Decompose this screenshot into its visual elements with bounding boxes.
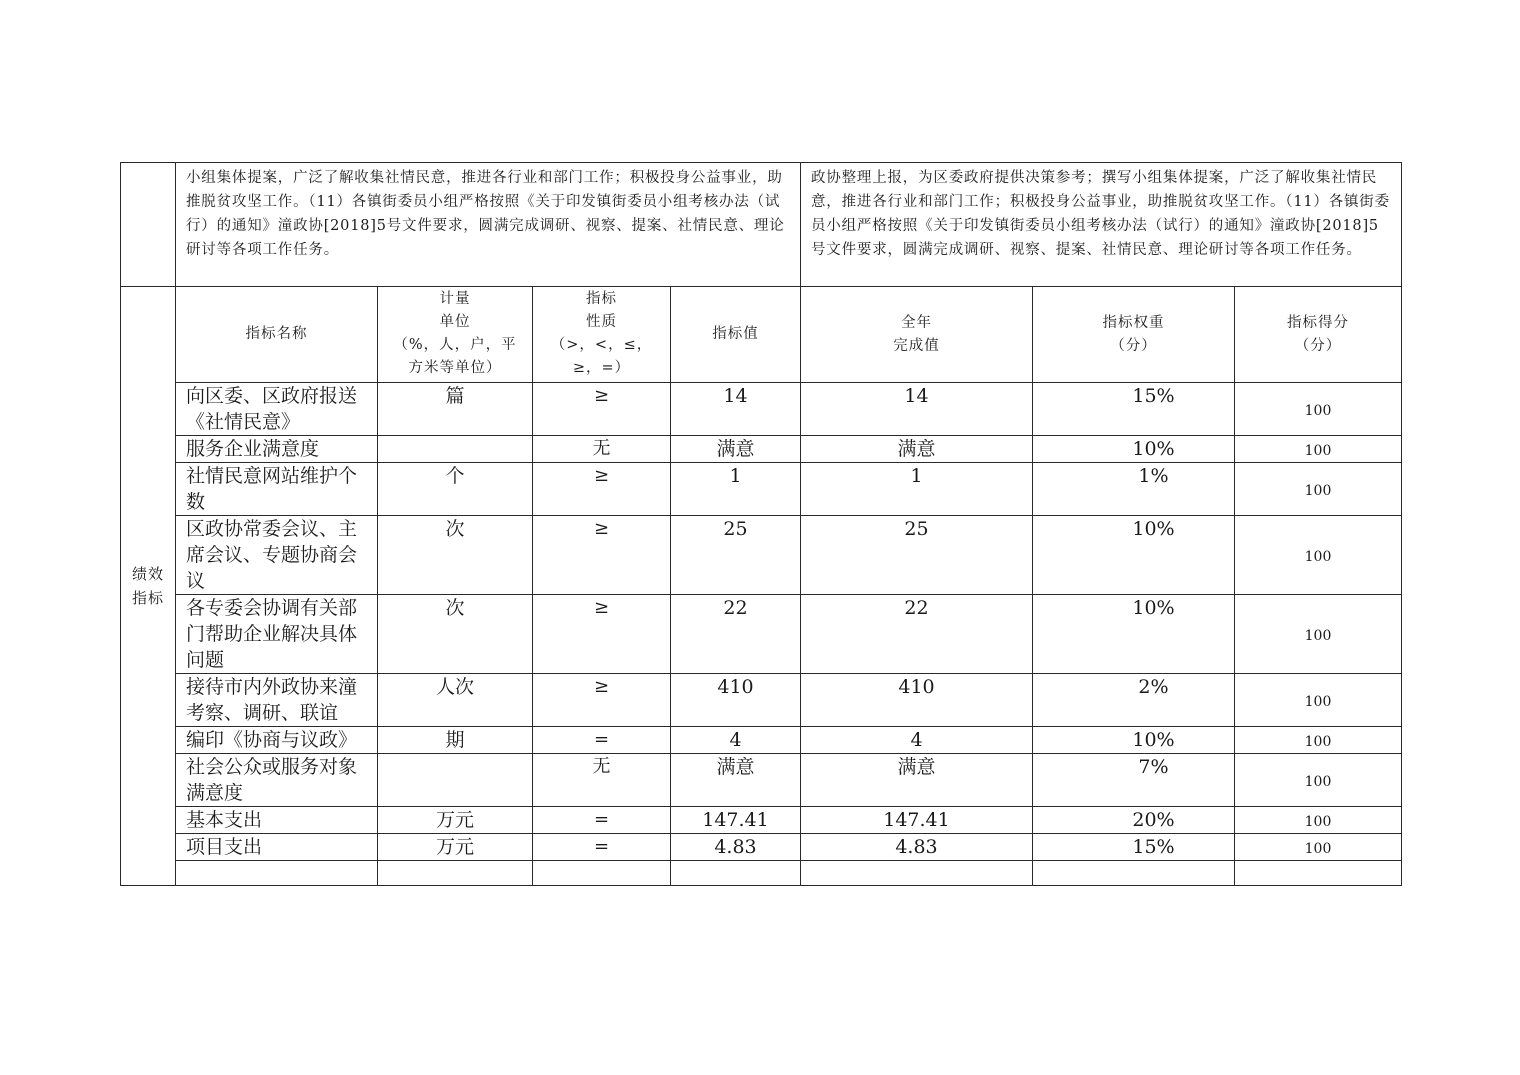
table-row <box>121 807 1402 834</box>
row-score: 100 <box>1235 383 1402 436</box>
row-score: 100 <box>1235 807 1402 834</box>
empty-cell <box>1235 861 1402 886</box>
header-score-line-1: 指标得分 <box>1287 314 1349 331</box>
row-score: 100 <box>1235 595 1402 674</box>
row-nature: ≥ <box>533 674 671 727</box>
row-target: 1 <box>671 463 801 516</box>
row-unit: 期 <box>378 727 533 754</box>
intro-row <box>121 163 1402 287</box>
row-score: 100 <box>1235 516 1402 595</box>
header-weight <box>1033 287 1235 383</box>
row-target: 满意 <box>671 754 801 807</box>
row-nature: = <box>533 727 671 754</box>
header-unit-line-2: 单位 <box>439 314 471 330</box>
header-weight-line-1: 指标权重 <box>1102 314 1165 331</box>
intro-side-cell <box>121 163 176 287</box>
row-name: 服务企业满意度 <box>176 436 378 463</box>
header-nature <box>533 287 671 383</box>
empty-cell <box>671 861 801 886</box>
row-unit: 万元 <box>378 807 533 834</box>
row-name: 区政协常委会议、主席会议、专题协商会议 <box>176 516 378 595</box>
row-unit: 次 <box>378 595 533 674</box>
row-name: 编印《协商与议政》 <box>176 727 378 754</box>
header-nature-line-1: 指标 <box>586 291 617 307</box>
intro-right-text: 政协整理上报，为区委政府提供决策参考；撰写小组集体提案，广泛了解收集社情民意，推进各行业和部门工作；积极投身公益事业，助推脱贫攻坚工作。（11）各镇街委员小组严格按照《关于印发镇街委员小组考核办法（试行）的通知》潼政协[2018]5号文件要求，圆满完成调研、视察、提案、社情民意、理论研讨等各项工作任务。 <box>801 163 1402 287</box>
row-unit: 万元 <box>378 834 533 861</box>
section-label <box>121 287 176 886</box>
header-row <box>121 287 1402 383</box>
row-target: 4 <box>671 727 801 754</box>
row-target: 满意 <box>671 436 801 463</box>
row-unit: 人次 <box>378 674 533 727</box>
row-actual: 410 <box>801 674 1033 727</box>
table-row <box>121 383 1402 436</box>
row-name: 项目支出 <box>176 834 378 861</box>
row-nature: ≥ <box>533 463 671 516</box>
row-weight: 15% <box>1033 383 1235 436</box>
row-nature: ≥ <box>533 383 671 436</box>
header-unit-line-4: 方米等单位） <box>408 360 502 376</box>
row-target: 25 <box>671 516 801 595</box>
row-score: 100 <box>1235 463 1402 516</box>
header-unit <box>378 287 533 383</box>
table-row <box>121 463 1402 516</box>
empty-cell <box>533 861 671 886</box>
row-weight: 2% <box>1033 674 1235 727</box>
row-actual: 1 <box>801 463 1033 516</box>
header-target: 指标值 <box>671 287 801 383</box>
row-target: 410 <box>671 674 801 727</box>
header-nature-line-3: （>，<，≤， <box>550 337 653 353</box>
row-weight: 10% <box>1033 516 1235 595</box>
empty-cell <box>1033 861 1235 886</box>
row-score: 100 <box>1235 727 1402 754</box>
row-unit <box>378 436 533 463</box>
row-target: 14 <box>671 383 801 436</box>
row-name: 各专委会协调有关部门帮助企业解决具体问题 <box>176 595 378 674</box>
empty-cell <box>176 861 378 886</box>
row-score: 100 <box>1235 754 1402 807</box>
table-row <box>121 727 1402 754</box>
row-unit: 次 <box>378 516 533 595</box>
table-row <box>121 516 1402 595</box>
row-target: 147.41 <box>671 807 801 834</box>
row-actual: 4 <box>801 727 1033 754</box>
row-nature: = <box>533 834 671 861</box>
row-target: 22 <box>671 595 801 674</box>
row-weight: 20% <box>1033 807 1235 834</box>
row-unit <box>378 754 533 807</box>
row-name: 社情民意网站维护个数 <box>176 463 378 516</box>
row-actual: 25 <box>801 516 1033 595</box>
empty-cell <box>378 861 533 886</box>
header-unit-line-3: （%，人，户，平 <box>393 337 517 353</box>
header-nature-line-4: ≥，=） <box>572 360 631 376</box>
section-label-line-2: 指标 <box>131 589 164 607</box>
empty-cell <box>801 861 1033 886</box>
row-weight: 10% <box>1033 727 1235 754</box>
row-nature: ≥ <box>533 595 671 674</box>
row-score: 100 <box>1235 436 1402 463</box>
empty-row <box>121 861 1402 886</box>
row-name: 接待市内外政协来潼考察、调研、联谊 <box>176 674 378 727</box>
header-score <box>1235 287 1402 383</box>
row-unit: 篇 <box>378 383 533 436</box>
table-row <box>121 834 1402 861</box>
row-actual: 22 <box>801 595 1033 674</box>
row-weight: 1% <box>1033 463 1235 516</box>
row-name: 基本支出 <box>176 807 378 834</box>
row-actual: 147.41 <box>801 807 1033 834</box>
row-nature: ≥ <box>533 516 671 595</box>
intro-left-text: 小组集体提案，广泛了解收集社情民意，推进各行业和部门工作；积极投身公益事业，助推脱贫攻坚工作。（11）各镇街委员小组严格按照《关于印发镇街委员小组考核办法（试行）的通知》潼政协[2018]5号文件要求，圆满完成调研、视察、提案、社情民意、理论研讨等各项工作任务。 <box>176 163 801 287</box>
row-nature: = <box>533 807 671 834</box>
header-score-line-2: （分） <box>1294 337 1342 354</box>
row-actual: 满意 <box>801 436 1033 463</box>
row-name: 社会公众或服务对象满意度 <box>176 754 378 807</box>
section-label-line-1: 绩效 <box>131 565 164 583</box>
row-nature: 无 <box>533 754 671 807</box>
table-row <box>121 595 1402 674</box>
row-score: 100 <box>1235 674 1402 727</box>
row-actual: 14 <box>801 383 1033 436</box>
header-nature-line-2: 性质 <box>586 314 617 330</box>
header-name: 指标名称 <box>176 287 378 383</box>
row-actual: 4.83 <box>801 834 1033 861</box>
header-unit-line-1: 计量 <box>439 291 471 307</box>
header-actual <box>801 287 1033 383</box>
header-weight-line-2: （分） <box>1110 337 1157 354</box>
table-row <box>121 674 1402 727</box>
row-target: 4.83 <box>671 834 801 861</box>
table-row <box>121 436 1402 463</box>
header-actual-line-2: 完成值 <box>893 337 940 354</box>
header-actual-line-1: 全年 <box>901 314 932 331</box>
row-weight: 10% <box>1033 436 1235 463</box>
row-score: 100 <box>1235 834 1402 861</box>
row-name: 向区委、区政府报送《社情民意》 <box>176 383 378 436</box>
row-weight: 10% <box>1033 595 1235 674</box>
row-weight: 15% <box>1033 834 1235 861</box>
row-weight: 7% <box>1033 754 1235 807</box>
row-unit: 个 <box>378 463 533 516</box>
row-nature: 无 <box>533 436 671 463</box>
table-row <box>121 754 1402 807</box>
performance-table <box>120 162 1402 886</box>
row-actual: 满意 <box>801 754 1033 807</box>
